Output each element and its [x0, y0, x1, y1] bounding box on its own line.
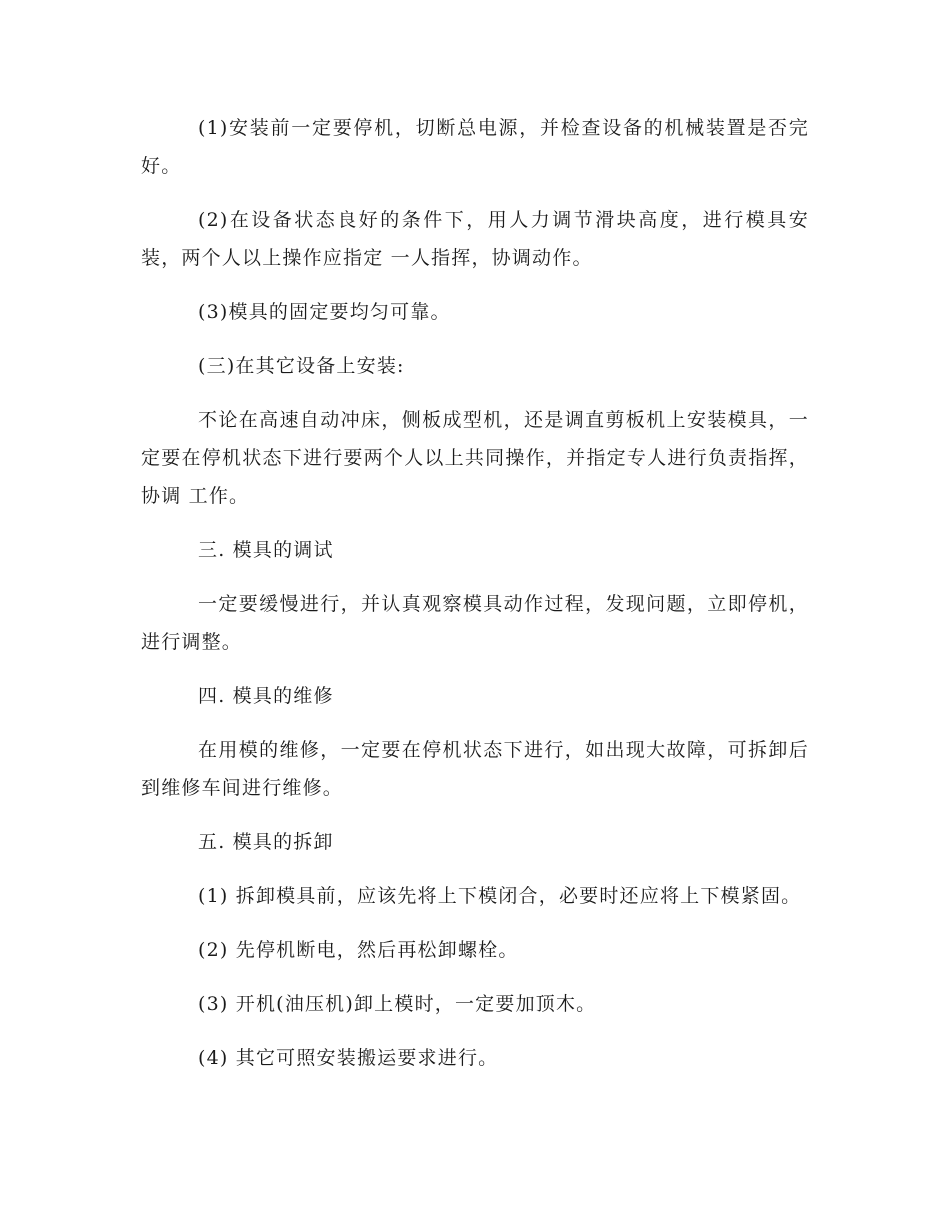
paragraph-disassembly-step-4: (4) 其它可照安装搬运要求进行。 — [198, 1047, 499, 1069]
paragraph-disassembly-step-3: (3) 开机(油压机)卸上模时，一定要加顶木。 — [198, 993, 597, 1015]
paragraph-debugging: 一定要缓慢进行，并认真观察模具动作过程，发现问题，立即停机，进行调整。 — [141, 593, 809, 653]
section-heading-disassembly: 五. 模具的拆卸 — [198, 831, 334, 853]
paragraph-other-equipment: 不论在高速自动冲床，侧板成型机，还是调直剪板机上安装模具，一定要在停机状态下进行要两个人以上共同操作，并指定专人进行负责指挥，协调 工作。 — [141, 409, 809, 507]
paragraph-install-step-2: (2)在设备状态良好的条件下，用人力调节滑块高度，进行模具安装，两个人以上操作应指定 一人指挥，协调动作。 — [141, 209, 809, 269]
section-heading-other-equipment: (三)在其它设备上安装: — [198, 355, 405, 377]
paragraph-maintenance: 在用模的维修，一定要在停机状态下进行，如出现大故障，可拆卸后到维修车间进行维修。 — [141, 739, 809, 799]
paragraph-install-step-1: (1)安装前一定要停机，切断总电源，并检查设备的机械装置是否完好。 — [141, 117, 809, 177]
paragraph-disassembly-step-2: (2) 先停机断电，然后再松卸螺栓。 — [198, 939, 519, 961]
paragraph-disassembly-step-1: (1) 拆卸模具前，应该先将上下模闭合，必要时还应将上下模紧固。 — [198, 885, 802, 907]
document-body — [141, 109, 809, 1093]
section-heading-debugging: 三. 模具的调试 — [198, 539, 334, 561]
paragraph-install-step-3: (3)模具的固定要均匀可靠。 — [198, 301, 451, 323]
section-heading-maintenance: 四. 模具的维修 — [198, 685, 334, 707]
